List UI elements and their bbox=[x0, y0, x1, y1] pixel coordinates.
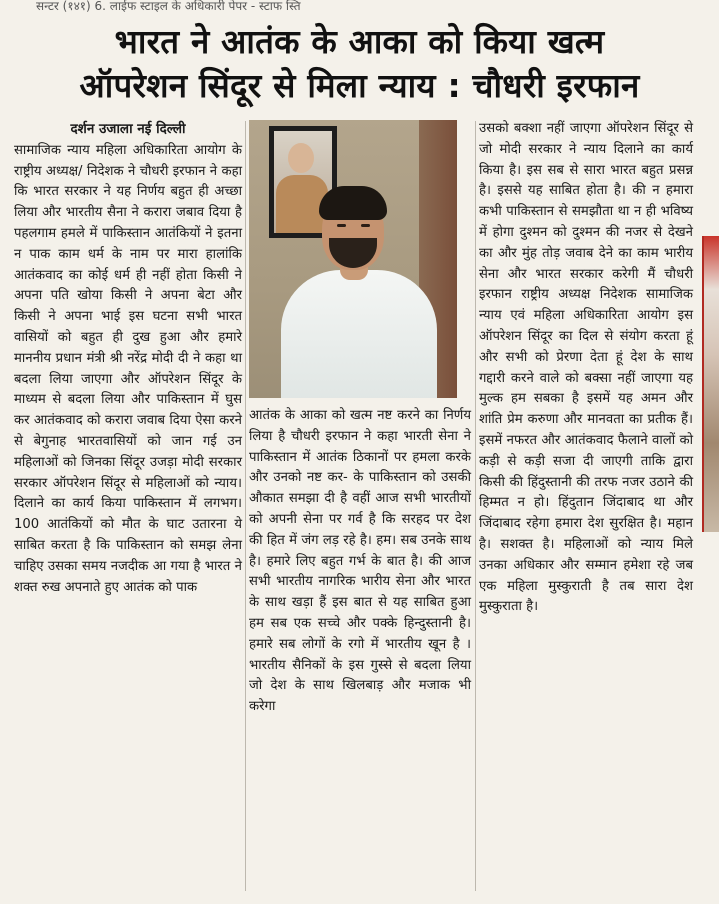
headline bbox=[0, 20, 719, 108]
top-strip-text: सन्टर (१४१) 6. लाईफ स्टाइल के अधिकारी पेपर - स्टाफ स्ति bbox=[36, 0, 301, 13]
headline-line-2: ऑपरेशन सिंदूर से मिला न्याय : चौधरी इरफान bbox=[79, 66, 640, 105]
article-column-2 bbox=[249, 406, 471, 718]
person-hair bbox=[319, 186, 387, 220]
adjacent-clipping-edge bbox=[702, 236, 719, 532]
column-3-text: उसको बक्शा नहीं जाएगा ऑपरेशन सिंदूर से जो मोदी सरकार ने न्याय दिलाने का कार्य किया है। इस सब से सारा भारत बहुत प्रसन्न है। इससे यह साबित होता है। की न हमारा कभी पाकिस्तान से समझौता था न ही भविष्य में होगा दुश्मन को दुश्मन की नजर से देखने का और मुंह तोड़ जवाब देने का काम भारीय सेना और भारत सरकार करेगी मैं चौधरी इरफान राष्ट्रीय अध्यक्ष निदेशक सामाजिक न्याय एवं महिला अधिकारिता आयोग इस ऑपरेशन सिंदूर का दिल से संयोग करता हूं और सभी को प्रेरणा देता हूं देश के साथ गद्दारी करने वाले को बक्सा नहीं जाएगा यह मुल्क हम सबका है इसमें यह अमन और शांति प्रेम करुणा और मानवता का प्रतीक हैं। इसमें नफरत और आतंकवाद फैलाने वालों को कड़ी से कड़ी सजा दी जाएगी ताकि द्वारा किसी की हिंदुस्तानी की तरफ नजर उठाने की हिम्मत न हो। हिंदुतान जिंदाबाद था और जिंदाबाद रहेगा हमारा देश सुरक्षित है। महान है। सशक्त है। महिलाओं को न्याय मिले उनका अधिकार और सम्मान हमेशा रहे जब एक महिला मुस्कुराती है तब सारा देश मुस्कुराता है। bbox=[479, 121, 693, 615]
column-1-text: सामाजिक न्याय महिला अधिकारिता आयोग के राष्ट्रीय अध्यक्ष/ निदेशक ने चौधरी इरफान ने कहा कि भारत सरकार ने यह निर्णय बहुत ही अच्छा लिया और भारतीय सैना ने करारा जबाव दिया है पहलगाम हमले में पाकिस्तान आतंकियों ने इतना न पाक काम धर्म के नाम पर मारा हालांकि आतंकवाद का कोई धर्म ही नहीं होता किसी ने अपना पति खोया किसी ने अपना बेटा और किसी ने अपना भाई इस घटना सभी भारत वासियों को बहुत ही दुख हुआ और हमारे माननीय प्रधान मंत्री श्री नरेंद्र मोदी दी ने कहा था बदला लिया जाएगा और ऑपरेशन सिंदूर के माध्यम से बदला लिया और पाकिस्तान में घुस कर आतंकवाद को करारा जवाब दिया ऐसा करने से बेगुनाह भारतवासियों को जान गई उन महिलाओं को जिनका सिंदूर उजड़ा मोदी सरकार सरकार ऑपरेशन सिंदूर से महिलाओं को न्याय। दिलाने का कार्य किया पाकिस्तान में लगभग। 100 आतंकियों को मौत के घाट उतारना ये साबित करता है कि पाकिस्तान को समझ लेना चाहिए उसका समय नजदीक आ गया है भारत ने शक्त रुख अपनाते हुए आतंक को पाक bbox=[14, 142, 242, 595]
news-photo bbox=[249, 120, 457, 398]
byline: दर्शन उजाला नई दिल्ली bbox=[70, 121, 186, 137]
headline-line-1: भारत ने आतंक के आका को किया खत्म bbox=[114, 22, 605, 61]
person-eye-right bbox=[361, 224, 370, 227]
column-2-text: आतंक के आका को खत्म नष्ट करने का निर्णय लिया है चौधरी इरफान ने कहा भारती सेना ने पाकिस्तान में आतंक ठिकानों पर हमला करके और उनको नष्ट कर- के पाकिस्तान को उसकी औकात समझा दी है वहीं आज सभी भारतीयों को अपनी सेना पर गर्व है कि सरहद पर देश की हित में जंग लड़ रहे है। हम। सब उनके साथ है। हमारे लिए बहुत गर्भ के बात है। की आज सभी भारतीय नागरिक भारीय सेना और भारत के साथ खड़ा हैं इस बात से यह साबित हुआ हम सब एक सच्चे और पक्के हिन्दुस्तानी है। हमारे सब लोगों के रगो में भारतीय खून है । भारतीय सैनिकों के इस गुस्से से बदला लिया जो देश के साथ खिलबाड़ और मजाक भी करेगा bbox=[249, 408, 471, 715]
article-column-3 bbox=[479, 119, 693, 618]
article-column-1 bbox=[14, 119, 242, 598]
person-eye-left bbox=[337, 224, 346, 227]
column-rule-2 bbox=[475, 121, 476, 891]
column-rule-1 bbox=[245, 121, 246, 891]
person-shirt bbox=[281, 270, 437, 398]
